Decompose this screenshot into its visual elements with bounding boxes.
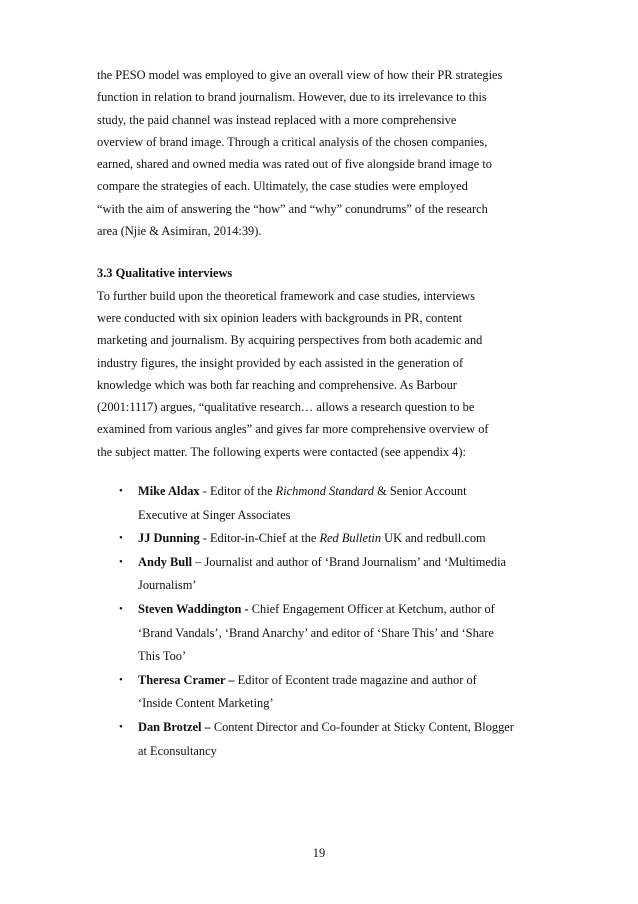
text-line: knowledge which was both far reaching and comprehensive. As Barbour	[97, 377, 457, 392]
expert-role: Editor of Econtent trade magazine and author of	[234, 672, 477, 687]
expert-name: Andy Bull	[138, 554, 193, 569]
expert-name: Steven Waddington -	[138, 602, 249, 617]
text-line: examined from various angles” and gives far more comprehensive overview of	[97, 422, 489, 437]
page-number: 19	[312, 846, 326, 860]
expert-role-line: at Econsultancy	[138, 743, 217, 758]
text-line: were conducted with six opinion leaders with backgrounds in PR, content	[97, 310, 463, 325]
expert-role-line: ‘Inside Content Marketing’	[138, 696, 274, 711]
text-line: area (Njie & Asimiran, 2014:39).	[97, 224, 262, 239]
text-line: industry figures, the insight provided by each assisted in the generation of	[97, 355, 464, 370]
bullet-icon: •	[119, 532, 123, 545]
publication-title: Richmond Standard	[275, 484, 374, 499]
text-line: the PESO model was employed to give an overall view of how their PR strategies	[97, 68, 503, 82]
list-item-andy-bull	[97, 551, 549, 598]
text-line: compare the strategies of each. Ultimately, the case studies were employed	[97, 179, 468, 194]
expert-role-line: Executive at Singer Associates	[138, 507, 291, 522]
list-item-mike-aldax	[97, 480, 549, 527]
text-line: (2001:1117) argues, “qualitative research… allows a research question to be	[97, 400, 475, 415]
expert-name: Theresa Cramer –	[138, 672, 235, 687]
text-line: earned, shared and owned media was rated out of five alongside brand image to	[97, 157, 492, 172]
page-body	[97, 64, 549, 763]
expert-name: Mike Aldax	[138, 484, 200, 499]
bullet-icon: •	[119, 555, 123, 568]
text-line: To further build upon the theoretical framework and case studies, interviews	[97, 288, 475, 303]
bullet-icon: •	[119, 673, 123, 686]
expert-role-line: Journalism’	[138, 578, 197, 593]
expert-role: Content Director and Co-founder at Sticky Content, Blogger	[210, 719, 514, 734]
text-line: function in relation to brand journalism. However, due to its irrelevance to this	[97, 90, 487, 105]
expert-role-line: ‘Brand Vandals’, ‘Brand Anarchy’ and editor of ‘Share This’ and ‘Share	[138, 625, 494, 640]
list-item-jj-dunning	[97, 527, 549, 551]
expert-role-cont: & Senior Account	[374, 484, 467, 499]
expert-role-cont: UK and redbull.com	[381, 531, 486, 546]
expert-name: Dan Brotzel –	[138, 719, 211, 734]
list-item-steven-waddington	[97, 598, 549, 669]
bullet-icon: •	[119, 603, 123, 616]
text-line: overview of brand image. Through a critical analysis of the chosen companies,	[97, 134, 488, 149]
expert-role-line: This Too’	[138, 649, 187, 664]
text-line: the subject matter. The following experts were contacted (see appendix 4):	[97, 444, 466, 459]
list-item-dan-brotzel	[97, 716, 549, 763]
list-item-theresa-cramer	[97, 669, 549, 716]
expert-role: – Journalist and author of ‘Brand Journalism’ and ‘Multimedia	[192, 554, 507, 569]
expert-name: JJ Dunning	[138, 531, 200, 546]
text-line: study, the paid channel was instead replaced with a more comprehensive	[97, 112, 457, 127]
publication-title: Red Bulletin	[319, 531, 382, 546]
text-line: marketing and journalism. By acquiring perspectives from both academic and	[97, 333, 483, 348]
expert-role: Chief Engagement Officer at Ketchum, author of	[248, 602, 495, 617]
intro-paragraph	[97, 64, 549, 242]
experts-list	[97, 480, 549, 763]
bullet-icon: •	[119, 485, 123, 498]
expert-role: - Editor of the	[199, 484, 276, 499]
bullet-icon: •	[119, 720, 123, 733]
section-heading: 3.3 Qualitative interviews	[97, 266, 233, 281]
text-line: “with the aim of answering the “how” and “why” conundrums” of the research	[97, 201, 488, 216]
expert-role: - Editor-in-Chief at the	[199, 531, 320, 546]
section-paragraph	[97, 285, 549, 463]
